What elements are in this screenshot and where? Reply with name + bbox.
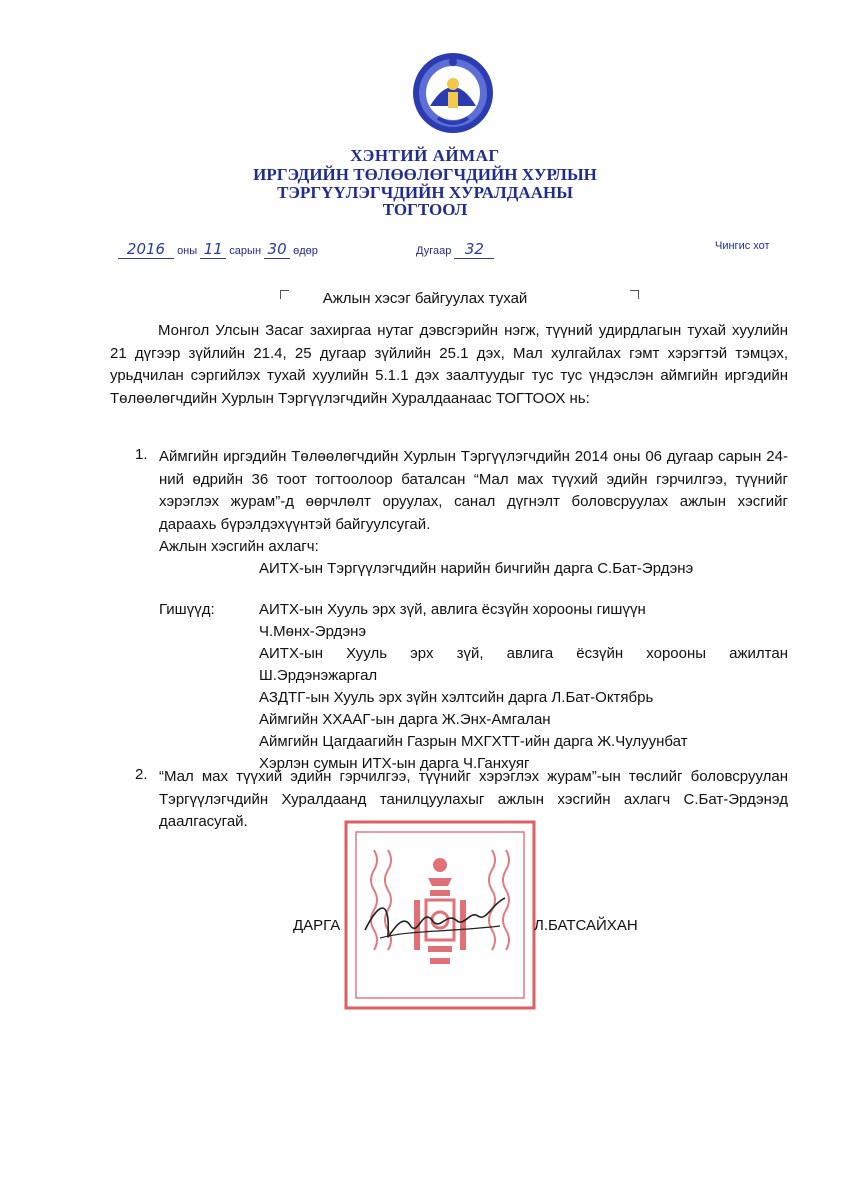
intro-paragraph: Монгол Улсын Засаг захиргаа нутаг дэвсгэрийн нэгж, түүний удирдлагын тухай хуулийн 21 дүгээр зүйлийн 21.4, 25 дугаар зүйлийн 25.1 дэх, Мал хулгайлах гэмт хэрэгтэй тэмцэх, урьдчилан сэргийлэх тухай хуулийн 5.1.1 дэх заалтуудыг тус тус үндэслэн аймгийн иргэдийн Төлөөлөгчдийн Хурлын Тэргүүлэгчдийн Хуралдаанаас ТОГТООХ нь: bbox=[110, 322, 788, 407]
member-line: АИТХ-ын Хууль эрх зүй, авлига ёсзүйн хорооны гишүүн bbox=[259, 601, 646, 618]
signatory-name: Л.БАТСАЙХАН bbox=[534, 917, 638, 934]
doc-number-line bbox=[416, 240, 494, 259]
signatory-title: ДАРГА bbox=[293, 917, 341, 934]
doc-number-label: Дугаар bbox=[416, 245, 452, 257]
item1-number: 1. bbox=[135, 446, 148, 463]
date-month: 11 bbox=[200, 240, 226, 259]
item2-number: 2. bbox=[135, 766, 148, 783]
member-line: Ш.Эрдэнэжаргал bbox=[259, 667, 378, 684]
header-council: ИРГЭДИЙН ТӨЛӨӨЛӨГЧДИЙН ХУРЛЫН bbox=[253, 165, 597, 184]
member-line: Ч.Мөнх-Эрдэнэ bbox=[259, 623, 367, 640]
item2-text: “Мал мах түүхий эдийн гэрчилгээ, түүнийг хэрэглэх журам”-ын төслийг боловсруулан Тэргүүлэгчдийн Хуралдаанд танилцуулахыг ажлын хэсгийн ахлагч С.Бат-Эрдэнэд даалгасугай. bbox=[159, 768, 788, 830]
leader-label: Ажлын хэсгийн ахлагч: bbox=[159, 538, 319, 555]
date-day: 30 bbox=[264, 240, 290, 259]
member-line: Аймгийн ХХААГ-ын дарга Ж.Энх-Амгалан bbox=[259, 711, 551, 728]
state-emblem-icon bbox=[408, 48, 498, 138]
date-line bbox=[118, 240, 318, 259]
member-line: АИТХ-ын Хууль эрх зүй, авлига ёсзүйн хорооны ажилтан bbox=[259, 645, 788, 662]
member-line: Аймгийн Цагдаагийн Газрын МХГХТТ-ийн дарга Ж.Чулуунбат bbox=[259, 733, 688, 750]
leader-name: АИТХ-ын Тэргүүлэгчдийн нарийн бичгийн дарга С.Бат-Эрдэнэ bbox=[259, 560, 694, 577]
handwritten-signature-icon bbox=[360, 890, 510, 950]
member-line: АЗДТГ-ын Хууль эрх зүйн хэлтсийн дарга Л.Бат-Октябрь bbox=[259, 689, 654, 706]
header-doc-type: ТОГТООЛ bbox=[382, 200, 468, 219]
date-day-label: өдөр bbox=[293, 245, 318, 257]
members-label: Гишүүд: bbox=[159, 601, 215, 618]
document-title: Ажлын хэсэг байгуулах тухай bbox=[322, 290, 528, 307]
member-line: Хэрлэн сумын ИТХ-ын дарга Ч.Ганхуяг bbox=[259, 755, 530, 772]
header-aimag: ХЭНТИЙ АЙМАГ bbox=[350, 146, 500, 165]
place: Чингис хот bbox=[715, 240, 770, 252]
item1-text: Аймгийн иргэдийн Төлөөлөгчдийн Хурлын Тэргүүлэгчдийн 2014 оны 06 дугаар сарын 24-ний өдрийн 36 тоот тогтоолоор баталсан “Мал мах түүхий эдийн гэрчилгээ, түүнийг хэрэглэх журам”-д өөрчлөлт оруулах, санал дүгнэлт боловсруулах ажлын хэсгийг дараахь бүрэлдэхүүнтэй байгуулсугай. bbox=[159, 448, 788, 533]
doc-number: 32 bbox=[454, 240, 494, 259]
header-presidium: ТЭРГҮҮЛЭГЧДИЙН ХУРАЛДААНЫ bbox=[277, 183, 573, 202]
date-month-label: сарын bbox=[229, 245, 262, 257]
date-year-label: оны bbox=[177, 245, 198, 257]
date-year: 2016 bbox=[118, 240, 174, 259]
